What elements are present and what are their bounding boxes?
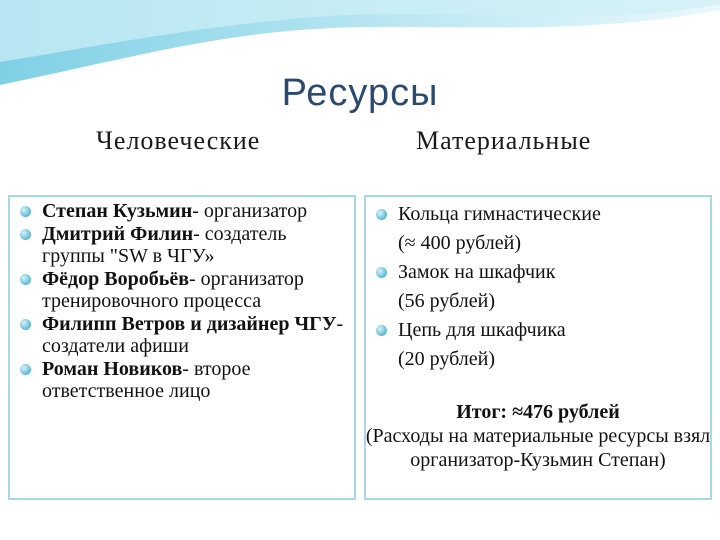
human-resources-heading: Человеческие xyxy=(96,126,261,155)
material-resources-heading: Материальные xyxy=(416,126,592,155)
expense-note: (Расходы на материальные ресурсы взял организатор-Кузьмин Степан) xyxy=(365,425,711,471)
person-role: - создатели афиши xyxy=(42,312,344,357)
bullet-icon xyxy=(376,267,387,278)
item-price: (20 рублей) xyxy=(398,348,496,370)
list-item xyxy=(370,200,710,258)
list-item xyxy=(14,223,354,268)
material-resources-list xyxy=(370,200,710,374)
person-name: Фёдор Воробьёв xyxy=(42,267,190,290)
bullet-icon xyxy=(20,274,31,285)
human-resources-list xyxy=(14,200,354,403)
bullet-icon xyxy=(20,229,31,240)
item-name: Цепь для шкафчика xyxy=(398,319,566,341)
bullet-icon xyxy=(376,209,387,220)
person-name: Дмитрий Филин xyxy=(42,222,194,245)
total-summary xyxy=(364,400,712,472)
list-item xyxy=(14,313,354,358)
item-price: (≈ 400 рублей) xyxy=(398,232,522,254)
item-price: (56 рублей) xyxy=(398,290,496,312)
slide-title: Ресурсы xyxy=(281,72,439,114)
person-role: - организатор xyxy=(192,200,308,222)
list-item xyxy=(14,358,354,403)
bullet-icon xyxy=(20,364,31,375)
bullet-icon xyxy=(20,319,31,330)
item-name: Кольца гимнастические xyxy=(398,203,601,225)
list-item xyxy=(370,316,710,374)
item-name: Замок на шкафчик xyxy=(398,261,556,283)
person-role: - создатель группы "SW в ЧГУ» xyxy=(42,222,287,267)
person-role: - второе ответственное лицо xyxy=(42,357,251,402)
list-item xyxy=(370,258,710,316)
person-name: Филипп Ветров и дизайнер ЧГУ xyxy=(42,312,337,335)
list-item xyxy=(14,268,354,313)
list-item xyxy=(14,200,354,223)
bullet-icon xyxy=(20,206,31,217)
person-role: - организатор тренировочного процесса xyxy=(42,267,304,312)
person-name: Роман Новиков xyxy=(42,357,183,380)
total-amount: Итог: ≈476 рублей xyxy=(456,401,620,423)
bullet-icon xyxy=(376,325,387,336)
person-name: Степан Кузьмин xyxy=(42,200,193,222)
